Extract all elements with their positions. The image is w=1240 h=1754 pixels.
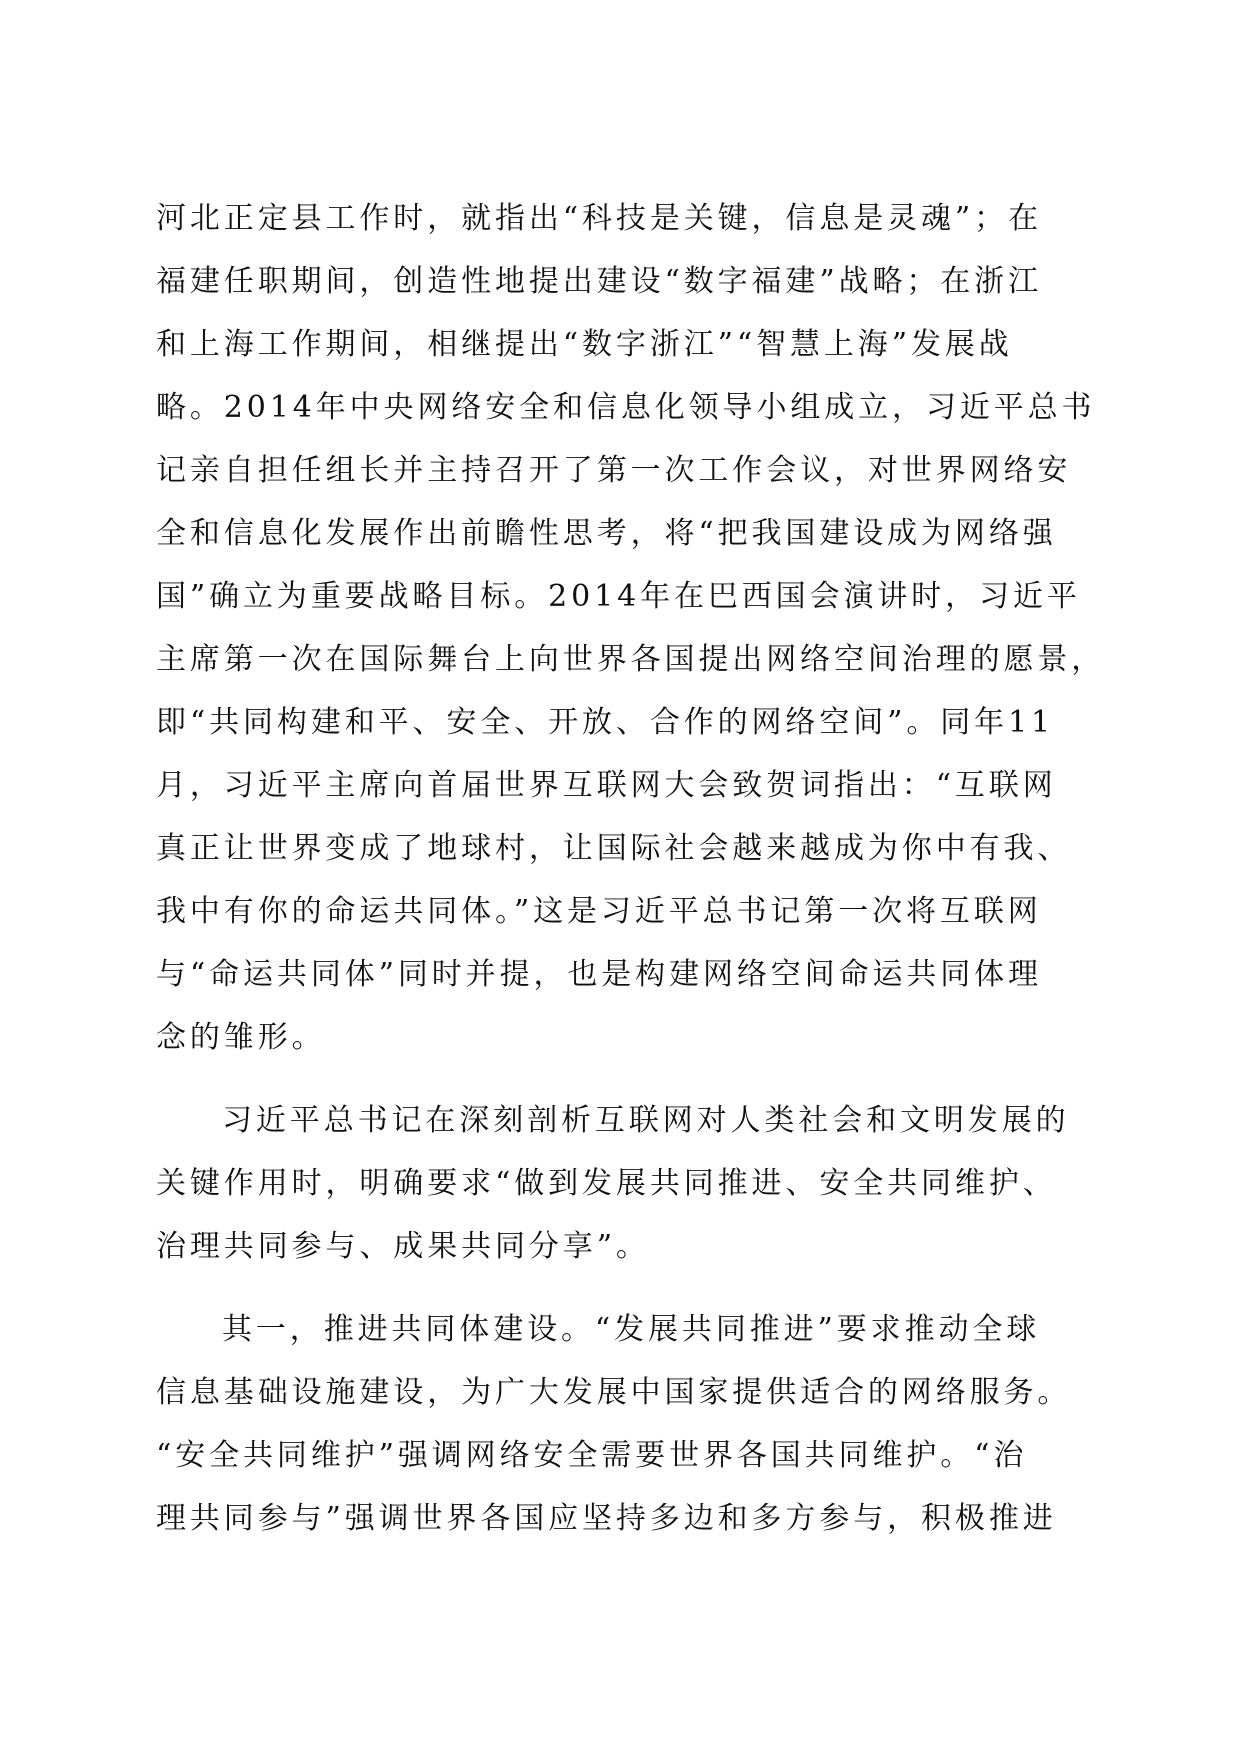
text-line: “安全共同维护”强调网络安全需要世界各国共同维护。“治 <box>156 1438 1028 1473</box>
text-line: 治理共同参与、成果共同分享”。 <box>156 1229 650 1264</box>
text-line: 真正让世界变成了地球村，让国际社会越来越成为你中有我、 <box>156 831 1072 866</box>
text-line: 信息基础设施建设，为广大发展中国家提供适合的网络服务。 <box>156 1375 1072 1410</box>
text-line: 与“命运共同体”同时并提，也是构建网络空间命运共同体理 <box>156 957 1042 992</box>
text-line: 全和信息化发展作出前瞻性思考，将“把我国建设成为网络强 <box>156 516 1057 551</box>
text-line: 略。2014年中央网络安全和信息化领导小组成立，习近平总书 <box>156 390 1096 425</box>
text-line: 主席第一次在国际舞台上向世界各国提出网络空间治理的愿景， <box>156 642 1106 677</box>
paragraph-gap <box>156 1278 1086 1298</box>
text-line: 关键作用时，明确要求“做到发展共同推进、安全共同维护、 <box>156 1166 1057 1201</box>
text-line: 月，习近平主席向首届世界互联网大会致贺词指出：“互联网 <box>156 768 1057 803</box>
body-text <box>156 187 1106 1550</box>
paragraph-gap <box>156 1069 1086 1089</box>
text-line: 国”确立为重要战略目标。2014年在巴西国会演讲时，习近平 <box>156 579 1081 614</box>
text-line: 即“共同构建和平、安全、开放、合作的网络空间”。同年11 <box>156 705 1055 740</box>
text-line: 福建任职期间，创造性地提出建设“数字福建”战略；在浙江 <box>156 264 1042 299</box>
paragraph-first-line: 其一，推进共同体建设。“发展共同推进”要求推动全球 <box>222 1312 1041 1347</box>
text-line: 河北正定县工作时，就指出“科技是关键，信息是灵魂”；在 <box>156 201 1042 236</box>
text-line: 和上海工作期间，相继提出“数字浙江”“智慧上海”发展战 <box>156 327 1013 362</box>
text-line: 我中有你的命运共同体。”这是习近平总书记第一次将互联网 <box>156 894 1042 929</box>
text-line: 记亲自担任组长并主持召开了第一次工作会议，对世界网络安 <box>156 453 1072 488</box>
paragraph-first-line: 习近平总书记在深刻剖析互联网对人类社会和文明发展的 <box>222 1103 1070 1138</box>
text-line: 理共同参与”强调世界各国应坚持多边和多方参与，积极推进 <box>156 1501 1057 1536</box>
text-line: 念的雏形。 <box>156 1020 326 1055</box>
